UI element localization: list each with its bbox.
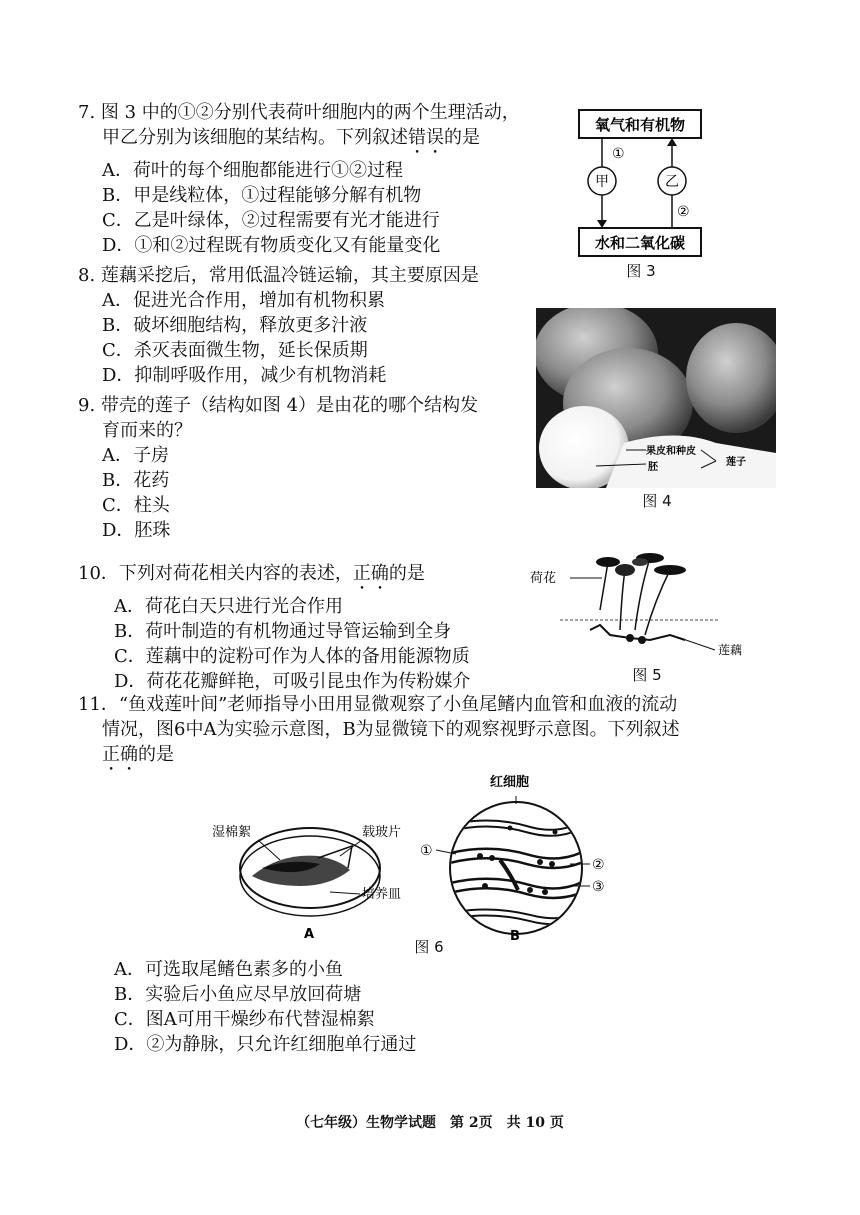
emphasis-correct: 正确 bbox=[352, 563, 389, 584]
figure-3-caption: 图 3 bbox=[626, 262, 656, 280]
question-11-stem-line2: 情况，图6中A为实验示意图，B为显微镜下的观察视野示意图。下列叙述 bbox=[102, 719, 680, 740]
figure-6 bbox=[200, 768, 620, 958]
question-7-stem-line1: 7. 图 3 中的①②分别代表荷叶细胞内的两个生理活动， bbox=[78, 102, 520, 123]
option-8a[interactable]: A．促进光合作用，增加有机物积累 bbox=[102, 290, 385, 311]
fig3-top-box-text: 氧气和有机物 bbox=[594, 116, 686, 134]
option-8d[interactable]: D．抑制呼吸作用，减少有机物消耗 bbox=[102, 365, 387, 386]
question-11-options bbox=[90, 957, 416, 1057]
fig5-label-flower: 荷花 bbox=[530, 571, 557, 586]
question-10-stem: 10．下列对荷花相关内容的表述，正确的是 bbox=[78, 563, 425, 584]
fig6-label-B: B bbox=[510, 929, 520, 944]
fig3-left-circle-text: 甲 bbox=[595, 174, 609, 190]
lotus-plant-drawing bbox=[530, 550, 760, 660]
option-7b[interactable]: B．甲是线粒体，①过程能够分解有机物 bbox=[102, 185, 422, 206]
question-7-stem-line2: 甲乙分别为该细胞的某结构。下列叙述错误的是 bbox=[102, 127, 480, 148]
option-9c[interactable]: C．柱头 bbox=[102, 495, 170, 516]
fig6-label-3: ③ bbox=[592, 879, 605, 895]
figure-4 bbox=[536, 308, 776, 518]
question-8 bbox=[78, 263, 479, 388]
option-11d[interactable]: D．②为静脉，只允许红细胞单行通过 bbox=[114, 1034, 417, 1055]
question-7 bbox=[78, 100, 520, 258]
option-7c[interactable]: C．乙是叶绿体，②过程需要有光才能进行 bbox=[102, 210, 440, 231]
figure-6-diagram bbox=[200, 768, 620, 958]
fig6-label-rbc: 红细胞 bbox=[490, 775, 530, 790]
emphasis-correct-11: 正确 bbox=[102, 744, 138, 765]
question-8-stem: 8. 莲藕采挖后，常用低温冷链运输，其主要原因是 bbox=[78, 265, 479, 286]
option-10d[interactable]: D．荷花花瓣鲜艳，可吸引昆虫作为传粉媒介 bbox=[114, 671, 471, 692]
figure-3 bbox=[576, 108, 706, 280]
option-9a[interactable]: A．子房 bbox=[102, 445, 169, 466]
option-8b[interactable]: B．破坏细胞结构，释放更多汁液 bbox=[102, 315, 368, 336]
fig4-label-peel: 果皮和种皮 bbox=[646, 446, 696, 457]
option-10c[interactable]: C．莲藕中的淀粉可作为人体的备用能源物质 bbox=[114, 646, 470, 667]
option-7a[interactable]: A．荷叶的每个细胞都能进行①②过程 bbox=[102, 160, 403, 181]
fig6-label-A: A bbox=[304, 927, 315, 942]
fig6-label-1: ① bbox=[420, 843, 433, 859]
figure-6-caption: 图 6 bbox=[414, 938, 444, 956]
fig4-label-embryo: 胚 bbox=[648, 462, 658, 473]
question-11-stem-line1: 11．“鱼戏莲叶间”老师指导小田用显微观察了小鱼尾鳍内血管和血液的流动 bbox=[78, 694, 678, 715]
option-11b[interactable]: B．实验后小鱼应尽早放回荷塘 bbox=[114, 984, 362, 1005]
option-11c[interactable]: C．图A可用干燥纱布代替湿棉絮 bbox=[114, 1009, 375, 1030]
question-10 bbox=[78, 561, 470, 694]
fig5-label-root: 莲藕 bbox=[718, 643, 743, 657]
fig4-label-seed: 莲子 bbox=[726, 457, 746, 468]
question-11 bbox=[78, 692, 680, 775]
figure-4-caption: 图 4 bbox=[642, 492, 672, 510]
fig3-right-circle-text: 乙 bbox=[665, 174, 679, 190]
fig3-bottom-box-text: 水和二氧化碳 bbox=[594, 234, 686, 252]
page-footer: （七年级）生物学试题 第 2页 共 10 页 bbox=[296, 1115, 564, 1131]
fig6-label-slide: 载玻片 bbox=[362, 825, 402, 840]
question-11-stem-line3: 正确的是 bbox=[102, 744, 174, 765]
question-9 bbox=[78, 393, 478, 543]
option-9b[interactable]: B．花药 bbox=[102, 470, 170, 491]
fig6-label-cotton: 湿棉絮 bbox=[212, 825, 252, 840]
question-9-stem-line2: 育而来的？ bbox=[102, 420, 192, 441]
lotus-seed-photo bbox=[536, 308, 776, 488]
figure-5 bbox=[530, 550, 760, 685]
fig3-label-1: ① bbox=[612, 146, 625, 162]
option-10b[interactable]: B．荷叶制造的有机物通过导管运输到全身 bbox=[114, 621, 452, 642]
figure-5-caption: 图 5 bbox=[632, 666, 662, 684]
fig6-label-2: ② bbox=[592, 857, 605, 873]
option-7d[interactable]: D．①和②过程既有物质变化又有能量变化 bbox=[102, 235, 441, 256]
option-8c[interactable]: C．杀灭表面微生物，延长保质期 bbox=[102, 340, 368, 361]
question-9-stem-line1: 9. 带壳的莲子（结构如图 4）是由花的哪个结构发 bbox=[78, 395, 479, 416]
fig3-label-2: ② bbox=[677, 204, 690, 220]
option-9d[interactable]: D．胚珠 bbox=[102, 520, 171, 541]
option-11a[interactable]: A．可选取尾鳍色素多的小鱼 bbox=[114, 959, 343, 980]
option-10a[interactable]: A．荷花白天只进行光合作用 bbox=[114, 596, 343, 617]
fig6-label-dish: 培养皿 bbox=[362, 887, 402, 902]
emphasis-wrong: 错误 bbox=[408, 127, 444, 148]
figure-3-diagram bbox=[576, 108, 706, 280]
